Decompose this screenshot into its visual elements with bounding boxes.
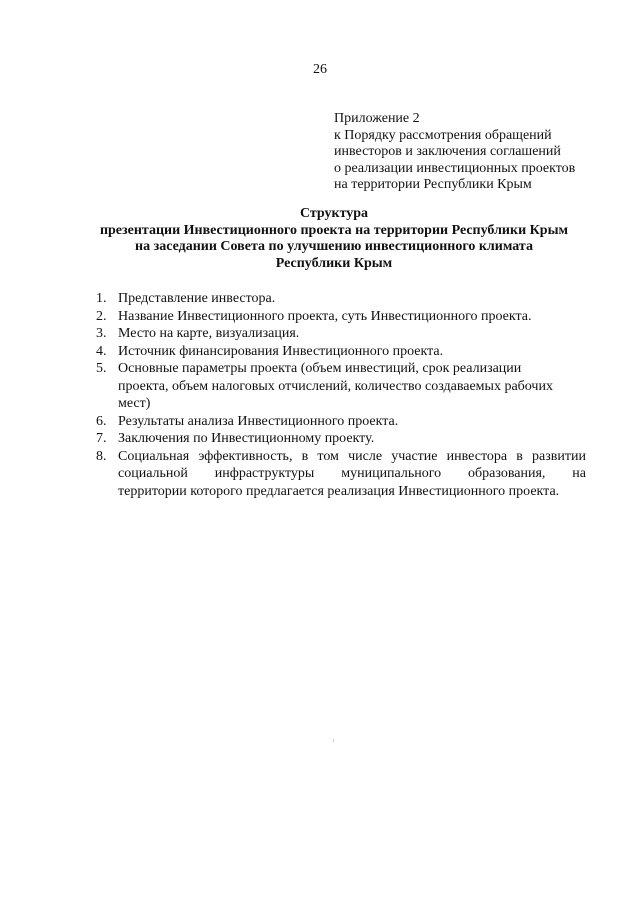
item-text: социальной инфраструктуры муниципального образования, на bbox=[118, 466, 586, 481]
structure-list bbox=[86, 290, 586, 500]
appendix-line: на территории Республики Крым bbox=[334, 177, 532, 192]
heading-line: на заседании Совета по улучшению инвестиционного климата bbox=[135, 239, 533, 254]
item-number: 6. bbox=[96, 413, 107, 429]
list-item bbox=[86, 308, 586, 326]
list-item bbox=[86, 343, 586, 361]
item-text: Представление инвестора. bbox=[118, 291, 276, 306]
appendix-line: инвесторов и заключения соглашений bbox=[334, 144, 561, 159]
item-text: Заключения по Инвестиционному проекту. bbox=[118, 431, 375, 446]
item-number: 5. bbox=[96, 361, 107, 376]
list-item bbox=[86, 360, 586, 413]
appendix-note bbox=[334, 111, 614, 194]
list-item bbox=[86, 448, 586, 501]
item-number: 1. bbox=[96, 291, 107, 306]
item-text: Место на карте, визуализация. bbox=[118, 326, 300, 341]
item-text: мест) bbox=[118, 396, 151, 411]
item-number: 8. bbox=[96, 448, 107, 464]
appendix-line: о реализации инвестиционных проектов bbox=[334, 160, 576, 176]
appendix-line: Приложение 2 bbox=[334, 111, 420, 126]
item-text: Основные параметры проекта (объем инвестиций, срок реализации bbox=[118, 361, 522, 376]
item-number: 3. bbox=[96, 326, 107, 341]
item-number: 4. bbox=[96, 343, 107, 359]
item-text: Результаты анализа Инвестиционного проекта. bbox=[118, 413, 399, 429]
document-heading bbox=[60, 206, 608, 272]
page-number: 26 bbox=[313, 62, 327, 77]
item-number: 2. bbox=[96, 308, 107, 324]
item-number: 7. bbox=[96, 431, 107, 446]
heading-line: презентации Инвестиционного проекта на территории Республики Крым bbox=[99, 222, 569, 238]
list-item bbox=[86, 430, 586, 448]
heading-line: Республики Крым bbox=[275, 255, 393, 271]
item-text: Источник финансирования Инвестиционного проекта. bbox=[118, 343, 444, 359]
list-item bbox=[86, 290, 586, 308]
item-text: территории которого предлагается реализация Инвестиционного проекта. bbox=[118, 483, 560, 499]
scan-mark bbox=[333, 739, 334, 742]
list-item bbox=[86, 325, 586, 343]
list-item bbox=[86, 413, 586, 431]
item-text: Название Инвестиционного проекта, суть Инвестиционного проекта. bbox=[118, 308, 532, 324]
item-text: Социальная эффективность, в том числе участие инвестора в развитии bbox=[118, 448, 586, 464]
item-text: проекта, объем налоговых отчислений, количество создаваемых рабочих bbox=[118, 378, 553, 394]
appendix-line: к Порядку рассмотрения обращений bbox=[334, 127, 552, 143]
heading-title: Структура bbox=[299, 206, 369, 221]
